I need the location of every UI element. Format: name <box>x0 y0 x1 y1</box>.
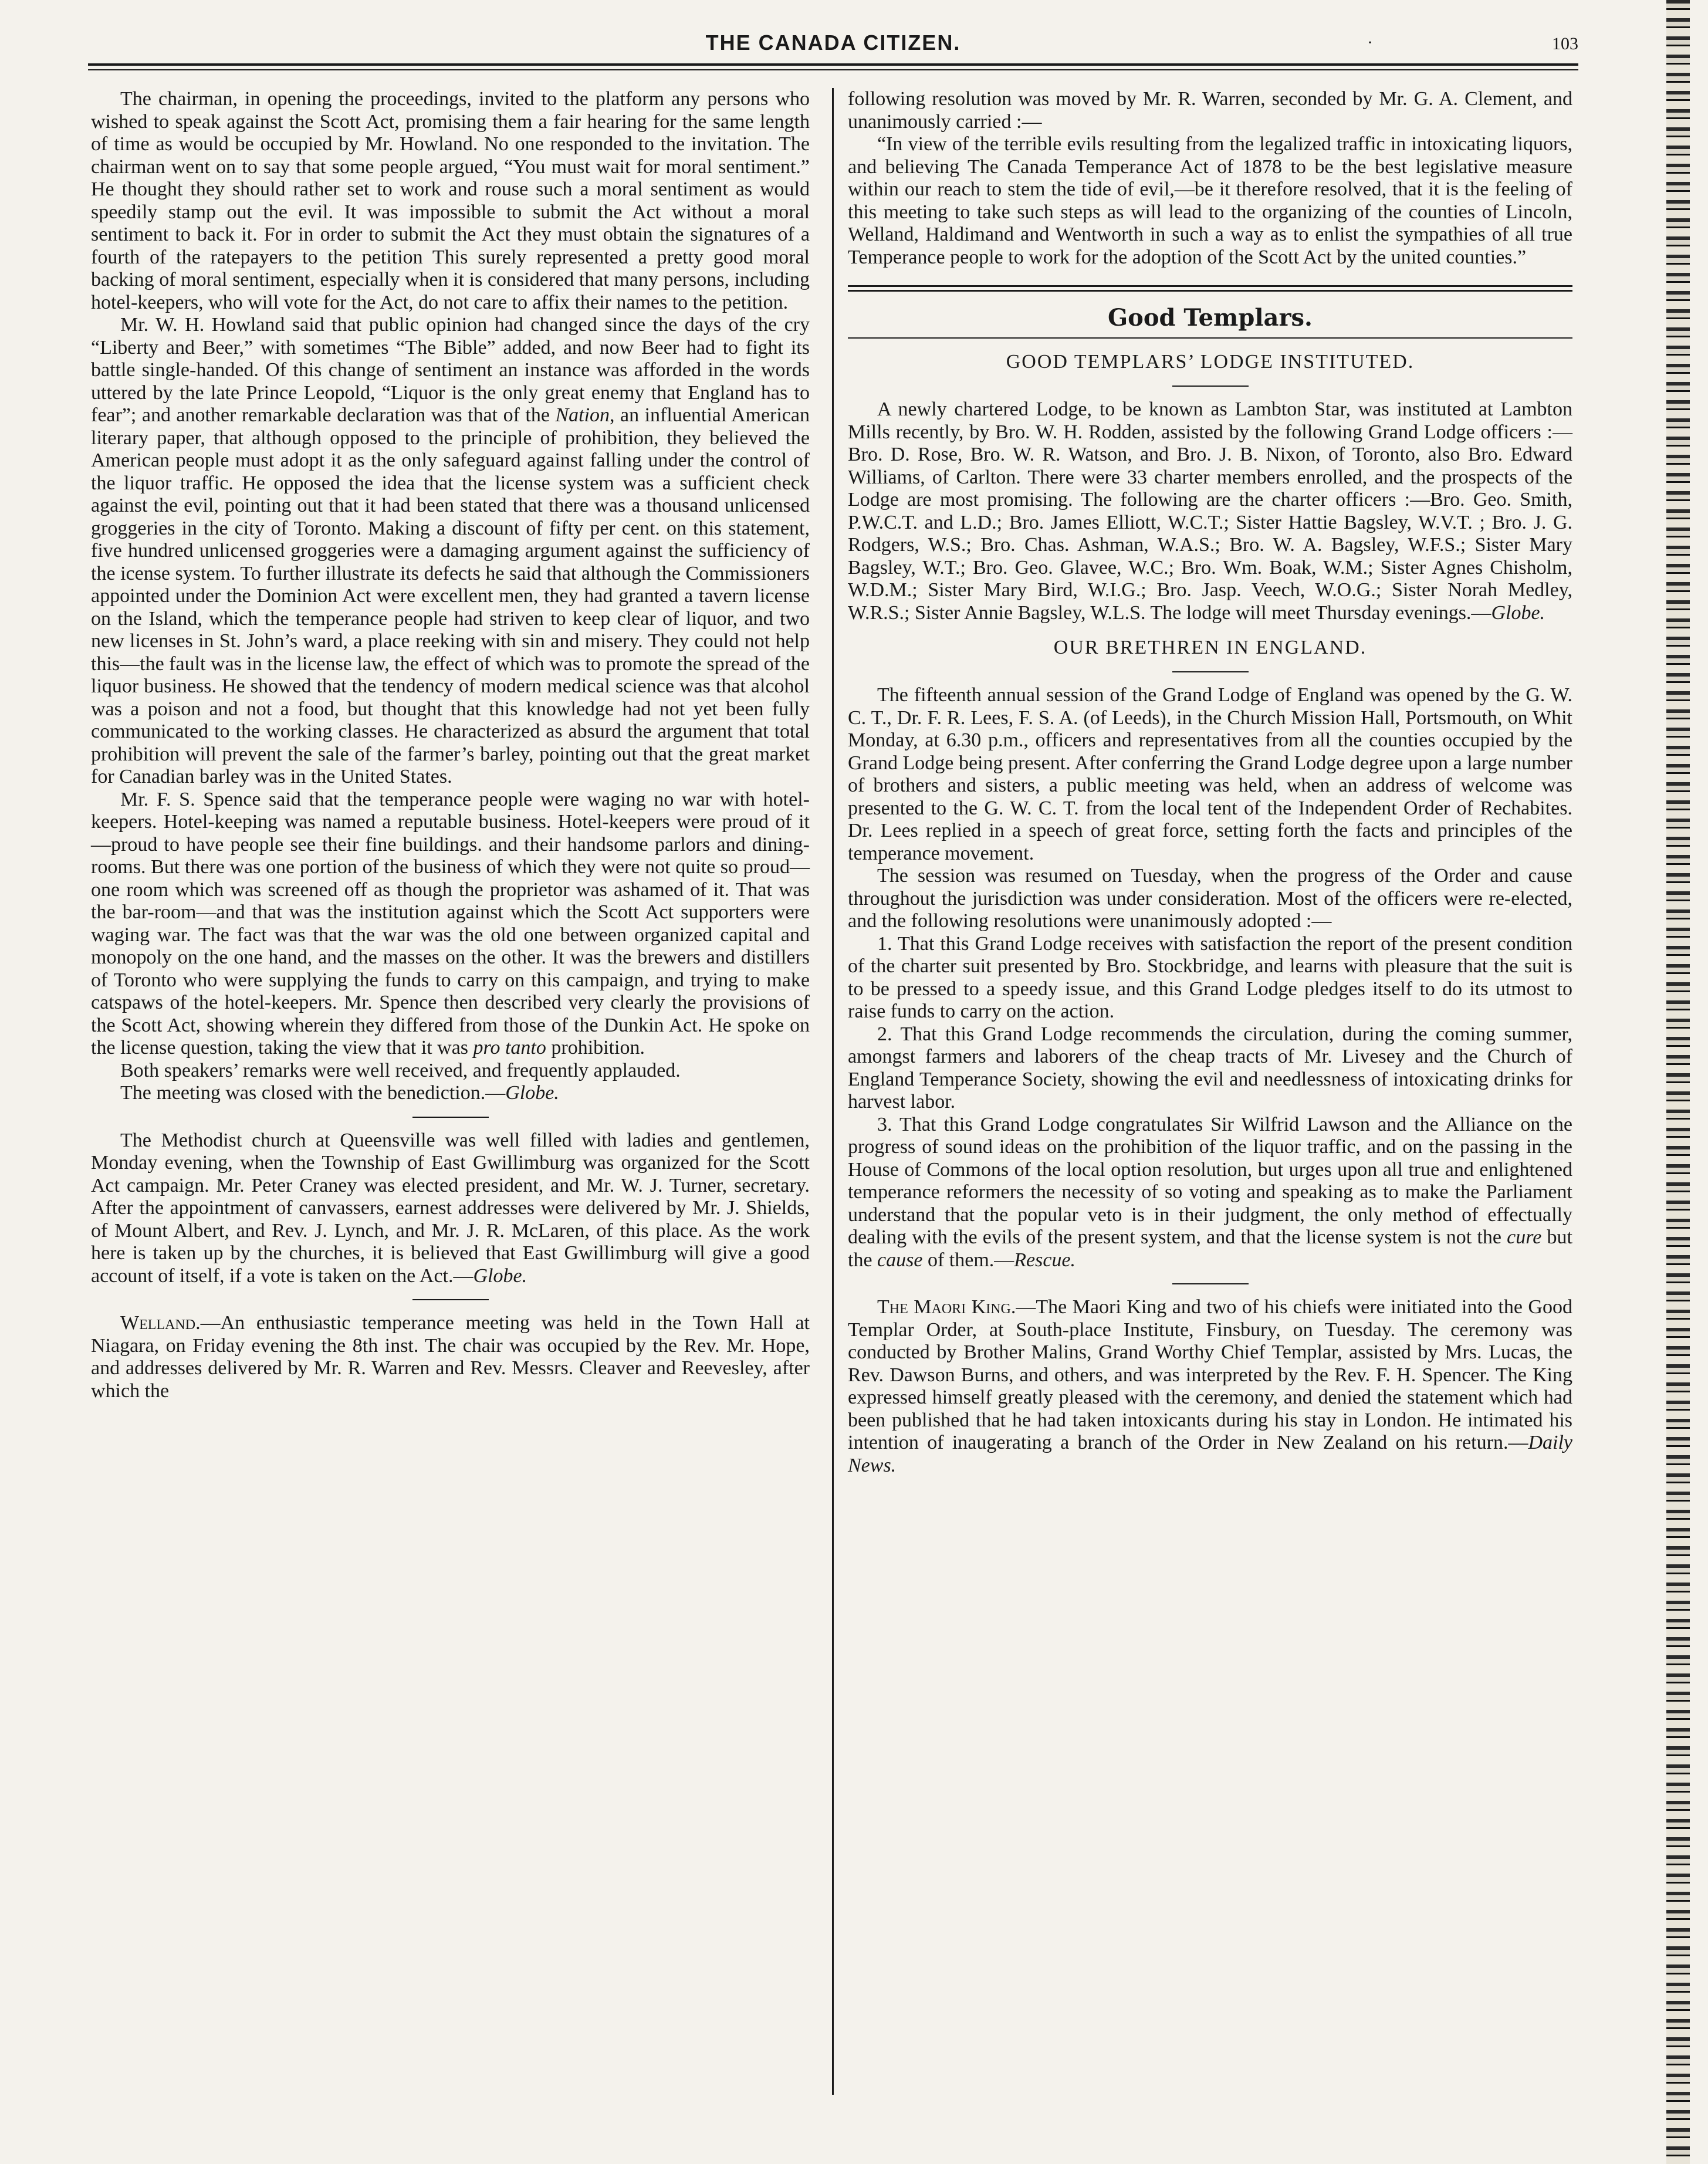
source-credit: Rescue. <box>1014 1249 1076 1271</box>
item-lead: Welland. <box>120 1312 201 1334</box>
article-paragraph: Both speakers’ remarks were well received, and frequently applauded. <box>120 1059 681 1081</box>
article-paragraph: Welland.—An enthusiastic temperance meeting was held in the Town Hall at Niagara, on Friday evening the 8th inst. The chair was occupied by the Rev. Mr. Hope, and addresses delivered by Mr. R. Warren and Rev. Messrs. Cleaver and Reevesley, after which the <box>91 1312 810 1402</box>
source-credit: Globe. <box>505 1082 559 1104</box>
section-title-rule <box>848 337 1572 339</box>
article-paragraph: The Methodist church at Queensville was well filled with ladies and gentlemen, Monday evening, when the Township of East Gwillimburg was organized for the Scott Act campaign. Mr. Peter Craney was elected president, and Mr. W. J. Turner, secretary. After the appointment of canvassers, earnest addresses were delivered by Mr. J. Shields, of Mount Albert, and Rev. J. Lynch, and Mr. J. R. McLaren, of this place. As the work here is taken up by the churches, it is believed that East Gwillimburg will give a good account of itself, if a vote is taken on the Act.—Globe. <box>91 1129 810 1287</box>
article-paragraph: Mr. F. S. Spence said that the temperance people were waging no war with hotel-keepers. Hotel-keeping was named a reputable business. Hotel-keepers were proud of it—proud to have people see their fine buildings. and their handsome parlors and dining-rooms. But there was one portion of the business of which they were not quite so proud—one room which was screened off as though the proprietor was ashamed of it. That was the bar-room—and that was the institution against which the Scott Act supporters were waging war. The fact was that the war was the old one between organized capital and monopoly on the one hand, and the masses on the other. It was the brewers and distillers of Toronto who were supplying the funds to carry on this campaign, and trying to make catspaws of the hotel-keepers. Mr. Spence then described very clearly the provisions of the Scott Act, showing wherein they differed from those of the Dunkin Act. He spoke on the license question, taking the view that it was pro tanto prohibition. <box>91 788 810 1059</box>
article-paragraph: The chairman, in opening the proceedings, invited to the platform any persons who wished to speak against the Scott Act, promising them a fair hearing for the same length of time as would be occupied by Mr. Howland. No one responded to the invitation. The chairman went on to say that some people argued, “You must wait for moral sentiment.” He thought they should rather set to work and rouse such a moral sentiment as would speedily stamp out the evil. It was impossible to submit the Act without a moral sentiment to back it. For in order to submit the Act they must obtain the signatures of a fourth of the ratepayers to the petition This surely represented a pretty good moral backing of moral sentiment, especially when it is considered that many persons, including hotel-keepers, who will vote for the Act, do not care to affix their names to the petition. <box>91 88 810 313</box>
article-heading: OUR BRETHREN IN ENGLAND. <box>1053 637 1367 658</box>
section-rule <box>848 285 1572 292</box>
separator-rule <box>1172 671 1249 672</box>
column-divider <box>832 88 834 2095</box>
article-paragraph: The meeting was closed with the benediction.—Globe. <box>120 1082 559 1104</box>
section-title: Good Templars. <box>1108 304 1313 332</box>
right-column <box>848 88 1572 1477</box>
article-paragraph: The fifteenth annual session of the Grand Lodge of England was opened by the G. W. C. T., Dr. F. R. Lees, F. S. A. (of Leeds), in the Church Mission Hall, Portsmouth, on Whit Monday, at 6.30 p.m., officers and representatives from all the counties occupied by the Grand Lodge being present. After conferring the Grand Lodge degree upon a large number of brothers and sisters, a public meeting was held, when an address of welcome was presented to the G. W. C. T. from the local tent of the Independent Order of Rechabites. Dr. Lees replied in a speech of great force, setting forth the facts and principles of the temperance movement. <box>848 684 1572 864</box>
source-credit: Daily News. <box>848 1432 1572 1476</box>
separator-rule <box>1172 1283 1249 1284</box>
article-paragraph: A newly chartered Lodge, to be known as Lambton Star, was instituted at Lambton Mills recently, by Bro. W. H. Rodden, assisted by the following Grand Lodge officers :—Bro. D. Rose, Bro. W. R. Watson, and Bro. J. B. Nixon, of Toronto, also Bro. Edward Williams, of Carlton. There were 33 charter members enrolled, and the prospects of the Lodge are most promising. The following are the charter officers :—Bro. Geo. Smith, P.W.C.T. and L.D.; Bro. James Elliott, W.C.T.; Sister Hattie Bagsley, W.V.T. ; Bro. J. G. Rodgers, W.S.; Bro. Chas. Ashman, W.A.S.; Bro. W. A. Bagsley, W.F.S.; Sister Mary Bagsley, W.T.; Bro. Geo. Glavee, W.C.; Bro. Wm. Boak, W.M.; Sister Agnes Chisholm, W.D.M.; Sister Mary Bird, W.I.G.; Bro. Jasp. Veech, W.O.G.; Sister Norah Medley, W.R.S.; Sister Annie Bagsley, W.L.S. The lodge will meet Thursday evenings.—Globe. <box>848 398 1572 624</box>
resolution-quote: “In view of the terrible evils resulting from the legalized traffic in intoxicating liquors, and believing The Canada Temperance Act of 1878 to be the best legislative measure within our reach to stem the tide of evil,—be it therefore resolved, that it is the feeling of this meeting to take such steps as will lead to the organizing of the counties of Lincoln, Welland, Haldimand and Wentworth in such a way as to enlist the sympathies of all true Temperance people to work for the adoption of the Scott Act by the united counties.” <box>848 133 1572 268</box>
resolution-item: 1. That this Grand Lodge receives with satisfaction the report of the present condition of the charter suit presented by Bro. Stockbridge, and learns with pleasure that the suit is to be pressed to a speedy issue, and this Grand Lodge pledges itself to do its utmost to raise funds to carry on the action. <box>848 932 1572 1022</box>
article-paragraph: following resolution was moved by Mr. R. Warren, seconded by Mr. G. A. Clement, and unanimously carried :— <box>848 88 1572 133</box>
newspaper-title: THE CANADA CITIZEN. <box>705 31 961 55</box>
article-paragraph: The session was resumed on Tuesday, when the progress of the Order and cause throughout the jurisdiction was under consideration. Most of the officers were re-elected, and the following resolutions were unanimously adopted :— <box>848 865 1572 932</box>
header-rule-bottom <box>88 69 1578 70</box>
left-column <box>91 88 810 1402</box>
resolution-item: 2. That this Grand Lodge recommends the circulation, during the coming summer, amongst farmers and laborers of the cheap tracts of Mr. Livesey and the Church of England Temperance Society, showing the evil and needlessness of intoxicating drinks for harvest labor. <box>848 1023 1572 1113</box>
article-paragraph: The Maori King.—The Maori King and two of his chiefs were initiated into the Good Templar Order, at South-place Institute, Finsbury, on Tuesday. The ceremony was conducted by Brother Malins, Grand Worthy Chief Templar, assisted by Mrs. Lucas, the Rev. Dawson Burns, and others, and was interpreted by the Rev. F. H. Spencer. The King expressed himself greatly pleased with the ceremony, and denied the statement which had been published that he had taken intoxicants during his stay in London. He intimated his intention of inaugerating a branch of the Order in New Zealand on his return.—Daily News. <box>848 1296 1572 1476</box>
source-credit: Globe. <box>1491 601 1545 624</box>
header-dot: · <box>1367 33 1373 52</box>
page-header <box>88 31 1578 60</box>
separator-rule <box>412 1299 489 1300</box>
scan-edge <box>1666 0 1690 2164</box>
separator-rule <box>412 1117 489 1118</box>
resolution-item: 3. That this Grand Lodge congratulates Sir Wilfrid Lawson and the Alliance on the progress of sound ideas on the prohibition of the liquor traffic, and on the passing in the House of Commons of the local option resolution, but urges upon all true and enlightened temperance reformers the necessity of so voting and speaking as to make the Parliament understand that the popular veto is in their judgment, the only method of effectually dealing with the evils of the present system, and that the license system is not the cure but the cause of them.—Rescue. <box>848 1113 1572 1271</box>
page-number: 103 <box>1552 34 1578 53</box>
item-lead: The Maori King. <box>877 1296 1016 1318</box>
separator-rule <box>1172 386 1249 387</box>
article-paragraph: Mr. W. H. Howland said that public opinion had changed since the days of the cry “Liberty and Beer,” with sometimes “The Bible” added, and now Beer had to fight its battle single-handed. Of this change of sentiment an instance was afforded in the words uttered by the late Prince Leopold, “Liquor is the only great enemy that England has to fear”; and another remarkable declaration was that of the Nation, an influential American literary paper, that although opposed to the principle of prohibition, they believed the American people must adopt it as the only safeguard against falling under the control of the liquor traffic. He opposed the idea that the license system was a sufficient check against the evil, pointing out that it had been stated that there was a thousand unlicensed groggeries in the city of Toronto. Making a discount of fifty per cent. on this statement, five hundred unlicensed groggeries were a damaging argument against the sufficiency of the icense system. To further illustrate its defects he said that although the Commissioners appointed under the Dominion Act were excellent men, they had granted a tavern license on the Island, which the temperance people had striven to keep clear of liquor, and two new licenses in St. John’s ward, a place reeking with sin and misery. They could not help this—the fault was in the license law, the effect of which was to promote the spread of the liquor business. He showed that the tendency of modern medical science was that alcohol was a poison and not a food, but thought that this knowledge had not yet been fully communicated to the working classes. He characterized as absurd the argument that total prohibition will prevent the sale of the farmer’s barley, pointing out that the great market for Canadian barley was in the United States. <box>91 314 810 787</box>
source-credit: Globe. <box>473 1264 527 1287</box>
article-heading: GOOD TEMPLARS’ LODGE INSTITUTED. <box>1006 351 1415 373</box>
header-rule-top <box>88 63 1578 66</box>
